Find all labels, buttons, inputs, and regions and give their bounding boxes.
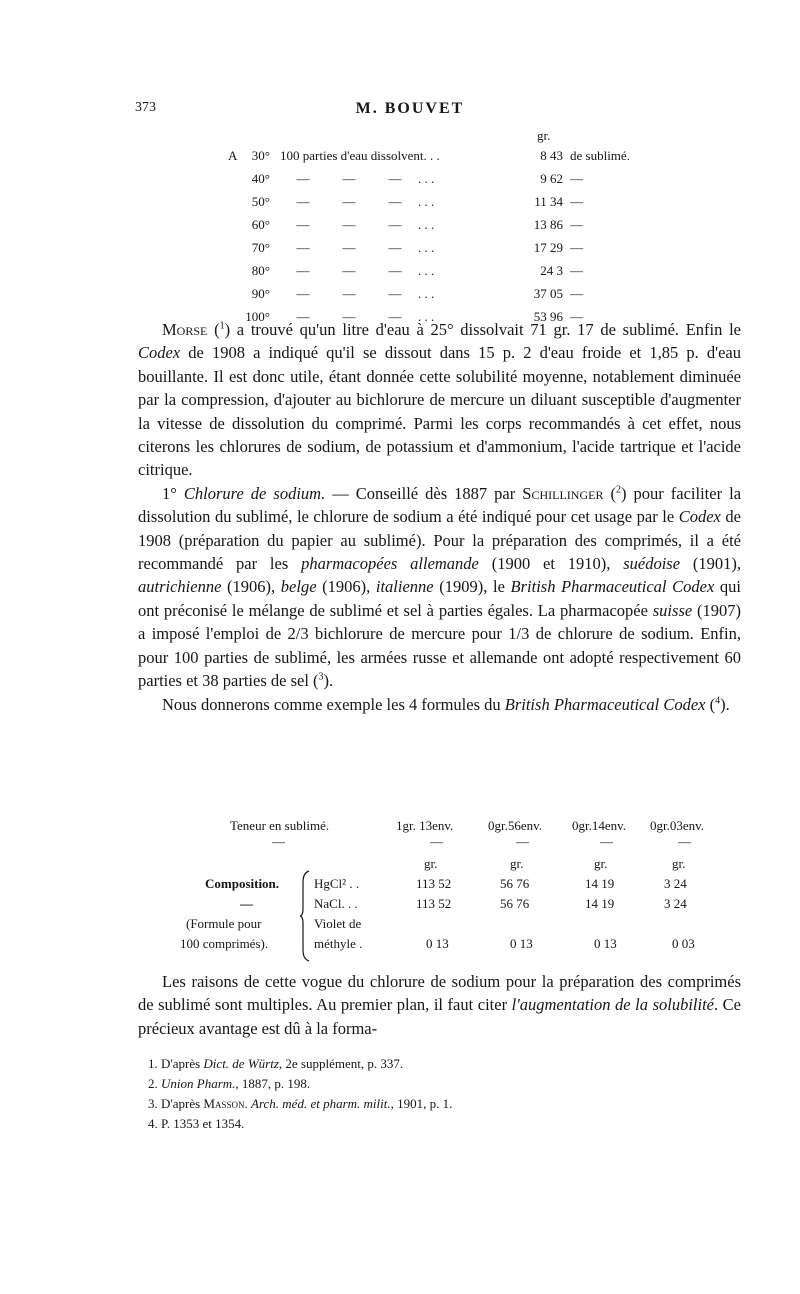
row-suffix: — xyxy=(570,309,583,324)
ditto-dash: — xyxy=(342,286,356,301)
emphasis: l'augmentation de la solubilité xyxy=(511,995,714,1015)
emphasis: Dict. de Würtz xyxy=(203,1056,279,1071)
component-label: Violet de xyxy=(314,916,362,931)
solubility-value: 37 05 xyxy=(533,286,563,301)
text: (1907) a imposé l'emploi de 2/3 bichlorure de mercure pour 1/3 de chlorure de sodium. Enfin, pour 100 parties de sublimé, les armées russe et allemande ont adopté respectivement 60 parties et 38 parties de sel xyxy=(138,600,741,691)
row-letter: A xyxy=(228,148,238,163)
unit-label: gr. xyxy=(510,856,524,871)
temperature: 70° xyxy=(251,240,270,255)
emphasis: autrichienne xyxy=(138,577,222,597)
temperature: 60° xyxy=(251,217,270,232)
table-row xyxy=(0,217,800,237)
table-row xyxy=(0,148,800,168)
footnote-ref: 3 xyxy=(318,671,324,683)
footnote xyxy=(148,1114,452,1134)
temperature: 80° xyxy=(251,263,270,278)
emphasis: italienne xyxy=(375,577,434,597)
table-cell: 0 13 xyxy=(510,936,533,951)
table-cell: 56 76 xyxy=(500,896,530,911)
ditto-dash: — xyxy=(296,309,310,324)
solubility-value: 53 96 xyxy=(533,309,563,324)
ditto-dash: — xyxy=(388,263,402,278)
ditto-dash: — xyxy=(296,194,310,209)
component-label: NaCl. . . xyxy=(314,896,358,911)
text: de 1908 a indiqué qu'il se dissout dans 15 p. 2 d'eau froide et 1,85 p. d'eau bouillante. Il est donc utile, étant donnée cette solubilité moyenne, notablement diminuée par la compression, d'ajouter au bichlorure de mercure un diluant susceptible d'augmenter la vitesse de dissolution du comprimé. Parmi les corps recommandés à cet effet, nous citerons les chlorures de sodium, de potassium et d'ammonium, l'acide tartrique et l'acide citrique. xyxy=(138,343,741,480)
text: . xyxy=(329,671,334,691)
table-cell: 14 19 xyxy=(585,896,615,911)
row-description xyxy=(280,240,512,256)
column-header: 0gr.56env. xyxy=(488,818,543,833)
footnote xyxy=(148,1074,452,1094)
emphasis: British Pharmaceutical Codex xyxy=(510,577,715,597)
ditto-dash: — xyxy=(296,171,310,186)
table-cell: 0 03 xyxy=(672,936,695,951)
text: (1909), le xyxy=(433,577,511,597)
author-name: Schillinger xyxy=(522,483,604,503)
text: . Ce précieux avantage est dû à la forma- xyxy=(138,995,741,1038)
brace xyxy=(300,870,310,962)
table-cell: 0 13 xyxy=(426,936,449,951)
column-dash: — xyxy=(430,834,443,849)
ditto-dash: — xyxy=(296,263,310,278)
temperature: 40° xyxy=(251,171,270,186)
table-cell: 56 76 xyxy=(500,876,530,891)
main-text-lower xyxy=(138,970,741,1040)
text: , 2e supplément, p. 337. xyxy=(278,1056,404,1071)
text: , 1901, p. 1. xyxy=(390,1096,453,1111)
emphasis: Codex xyxy=(678,507,721,527)
row-description: 100 parties d'eau dissolvent. . . xyxy=(280,148,440,163)
table-cell: 14 19 xyxy=(585,876,615,891)
component-label: méthyle . xyxy=(314,936,363,951)
ditto-dash: — xyxy=(296,240,310,255)
table-row xyxy=(0,263,800,283)
row-suffix: — xyxy=(570,240,583,255)
emphasis: Union Pharm. xyxy=(161,1076,236,1091)
row-suffix: de sublimé. xyxy=(570,148,630,163)
emphasis: Codex xyxy=(138,343,181,363)
text: pour faciliter la dissolution du sublimé, le chlorure de sodium a été indiqué pour cet usage par le xyxy=(138,483,742,527)
text: D'après xyxy=(161,1096,204,1111)
table-cell: 3 24 xyxy=(664,876,687,891)
unit-label: gr. xyxy=(424,856,438,871)
column-header: 1gr. 13env. xyxy=(396,818,454,833)
row-suffix: — xyxy=(570,171,583,186)
leader-dots: . . . xyxy=(418,286,435,301)
ditto-dash: — xyxy=(296,286,310,301)
row-description xyxy=(280,263,512,279)
footnote-number: 3. xyxy=(148,1096,158,1111)
solubility-value: 8 43 xyxy=(540,148,563,163)
section-heading: Chlorure de sodium. xyxy=(183,483,326,503)
column-dash: — xyxy=(600,834,613,849)
table-cell: 0 13 xyxy=(594,936,617,951)
footnotes xyxy=(148,1054,452,1134)
ditto-dash: — xyxy=(388,240,402,255)
text: . xyxy=(725,694,730,714)
ditto-dash: — xyxy=(342,171,356,186)
leader-dots: . . . xyxy=(418,171,435,186)
text: qui ont préconisé le mélange de sublimé et sel à parties égales. La pharmacopée xyxy=(138,577,741,620)
row-suffix: — xyxy=(570,194,583,209)
row-label: 100 comprimés). xyxy=(180,936,269,951)
row-suffix: — xyxy=(570,263,583,278)
ditto-dash: — xyxy=(388,217,402,232)
ditto-dash: — xyxy=(342,217,356,232)
running-head xyxy=(135,100,685,124)
footnote-ref: 1 xyxy=(219,320,225,332)
leader-dots: . . . xyxy=(418,217,435,232)
row-description xyxy=(280,171,512,187)
table-row xyxy=(0,240,800,260)
solubility-value: 24 3 xyxy=(540,263,563,278)
emphasis: Arch. méd. et pharm. milit. xyxy=(251,1096,391,1111)
footnote-number: 4. xyxy=(148,1116,158,1131)
leader-dots: . . . xyxy=(418,194,435,209)
table-cell: 113 52 xyxy=(416,896,452,911)
ditto-dash: — xyxy=(342,263,356,278)
paragraph: Morse ($^1$) a trouvé qu'un litre d'eau à 25° dissolvait 71 gr. 17 de sublimé. Enfin le Codex de 1908 a indiqué qu'il se dissout dans 15 p. 2 d'eau froide et 1,85 p. d'eau bouillante. Il est donc utile, étant donnée cette solubilité moyenne, notablement diminuée par la compression, d'ajouter au bichlorure de mercure un diluant susceptible d'augmenter la vitesse de dissolution du comprimé. Parmi les corps recommandés à cet effet, nous citerons les chlorures de sodium, de potassium et d'ammonium, l'acide tartrique et l'acide citrique. xyxy=(138,320,741,480)
leader-dots: . . . xyxy=(418,263,435,278)
text: Les raisons de cette vogue du chlorure de sodium pour la préparation des comprimés de sublimé sont multiples. Au premier plan, il faut citer xyxy=(138,972,741,1015)
unit-label: gr. xyxy=(594,856,608,871)
column-header: 0gr.03env. xyxy=(650,818,705,833)
footnote xyxy=(148,1054,452,1074)
column-dash: — xyxy=(678,834,691,849)
leader-dots: . . . xyxy=(418,240,435,255)
row-description xyxy=(280,194,512,210)
solubility-value: 17 29 xyxy=(533,240,563,255)
unit-label: gr. xyxy=(537,128,551,143)
table-row xyxy=(0,194,800,214)
unit-label: gr. xyxy=(672,856,686,871)
ditto-dash: — xyxy=(342,194,356,209)
footnote-ref: 4 xyxy=(715,695,721,706)
text: — Conseillé dès 1887 par xyxy=(325,483,523,503)
author-header: M. BOUVET xyxy=(355,100,465,117)
solubility-value: 11 34 xyxy=(534,194,563,209)
text: . xyxy=(244,1096,251,1111)
page-number: 373 xyxy=(135,100,156,115)
paragraph xyxy=(138,970,741,1040)
temperature: 50° xyxy=(251,194,270,209)
component-label: HgCl² . . xyxy=(314,876,360,891)
table-cell: 113 52 xyxy=(416,876,452,891)
text: (1906), xyxy=(221,577,281,597)
ditto-dash: — xyxy=(388,286,402,301)
emphasis: suisse xyxy=(652,600,693,620)
column-header: 0gr.14env. xyxy=(572,818,627,833)
emphasis: pharmacopées allemande xyxy=(301,554,479,574)
main-text-upper xyxy=(138,318,741,716)
row-suffix: — xyxy=(570,217,583,232)
text: (1900 et 1910), xyxy=(478,554,624,574)
author-name: Masson xyxy=(203,1096,245,1111)
temperature: 90° xyxy=(251,286,270,301)
ditto-dash: — xyxy=(388,194,402,209)
header-dash: — xyxy=(272,834,285,849)
solubility-value: 13 86 xyxy=(533,217,563,232)
column-header-label: Teneur en sublimé. xyxy=(230,818,330,833)
text: a trouvé qu'un litre d'eau à 25° dissolvait 71 gr. 17 de sublimé. Enfin le xyxy=(230,320,741,339)
ditto-dash: — xyxy=(342,309,356,324)
row-label: (Formule pour xyxy=(186,916,262,931)
footnote-number: 2. xyxy=(148,1076,158,1091)
emphasis: suédoise xyxy=(623,554,681,574)
ditto-dash: — xyxy=(388,309,402,324)
emphasis: belge xyxy=(280,577,317,597)
paragraph: Nous donnerons comme exemple les 4 formules du British Pharmaceutical Codex ($^4$). xyxy=(162,694,730,714)
emphasis: British Pharmaceutical Codex xyxy=(504,694,706,714)
footnote xyxy=(148,1094,452,1114)
row-label: Composition. xyxy=(205,876,280,891)
footnote-ref: 2 xyxy=(615,484,621,496)
solubility-value: 9 62 xyxy=(540,171,563,186)
text: , 1887, p. 198. xyxy=(235,1076,311,1091)
text: (1906), xyxy=(316,577,376,597)
text: D'après xyxy=(161,1056,204,1071)
temperature: 100° xyxy=(245,309,270,324)
text: (1901), xyxy=(680,554,741,574)
row-description xyxy=(280,286,512,302)
table-row xyxy=(0,286,800,306)
table-row xyxy=(0,171,800,191)
row-suffix: — xyxy=(570,286,583,301)
row-label: — xyxy=(240,896,253,911)
text: P. 1353 et 1354. xyxy=(161,1116,245,1131)
text: Nous donnerons comme exemple les 4 formules du xyxy=(162,694,505,714)
ditto-dash: — xyxy=(342,240,356,255)
text: de 1908 (préparation du papier au sublimé). Pour la préparation des comprimés, il a été recommandé par les xyxy=(138,507,741,574)
author-name: Morse xyxy=(162,320,208,339)
ditto-dash: — xyxy=(388,171,402,186)
row-description xyxy=(280,217,512,233)
leader-dots: . . . xyxy=(418,309,435,324)
paragraph: 1° Chlorure de sodium. — Conseillé dès 1887 par Schillinger ($^2$) pour faciliter la dissolution du sublimé, le chlorure de sodium a été indiqué pour cet usage par le Codex de 1908 (préparation du papier au sublimé). Pour la préparation des comprimés, il a été recommandé par les pharmacopées allemande (1900 et 1910), suédoise (1901), autrichienne (1906), belge (1906), italienne (1909), le British Pharmaceutical Codex qui ont préconisé le mélange de sublimé et sel à parties égales. La pharmacopée suisse (1907) a imposé l'emploi de 2/3 bichlorure de mercure pour 1/3 de chlorure de sodium. Enfin, pour 100 parties de sublimé, les armées russe et allemande ont adopté respectivement 60 parties et 38 parties de sel ($^3$). xyxy=(138,483,742,691)
column-dash: — xyxy=(516,834,529,849)
ditto-dash: — xyxy=(296,217,310,232)
footnote-number: 1. xyxy=(148,1056,158,1071)
temperature: 30° xyxy=(251,148,270,163)
table-cell: 3 24 xyxy=(664,896,687,911)
section-number: 1° xyxy=(162,483,177,503)
